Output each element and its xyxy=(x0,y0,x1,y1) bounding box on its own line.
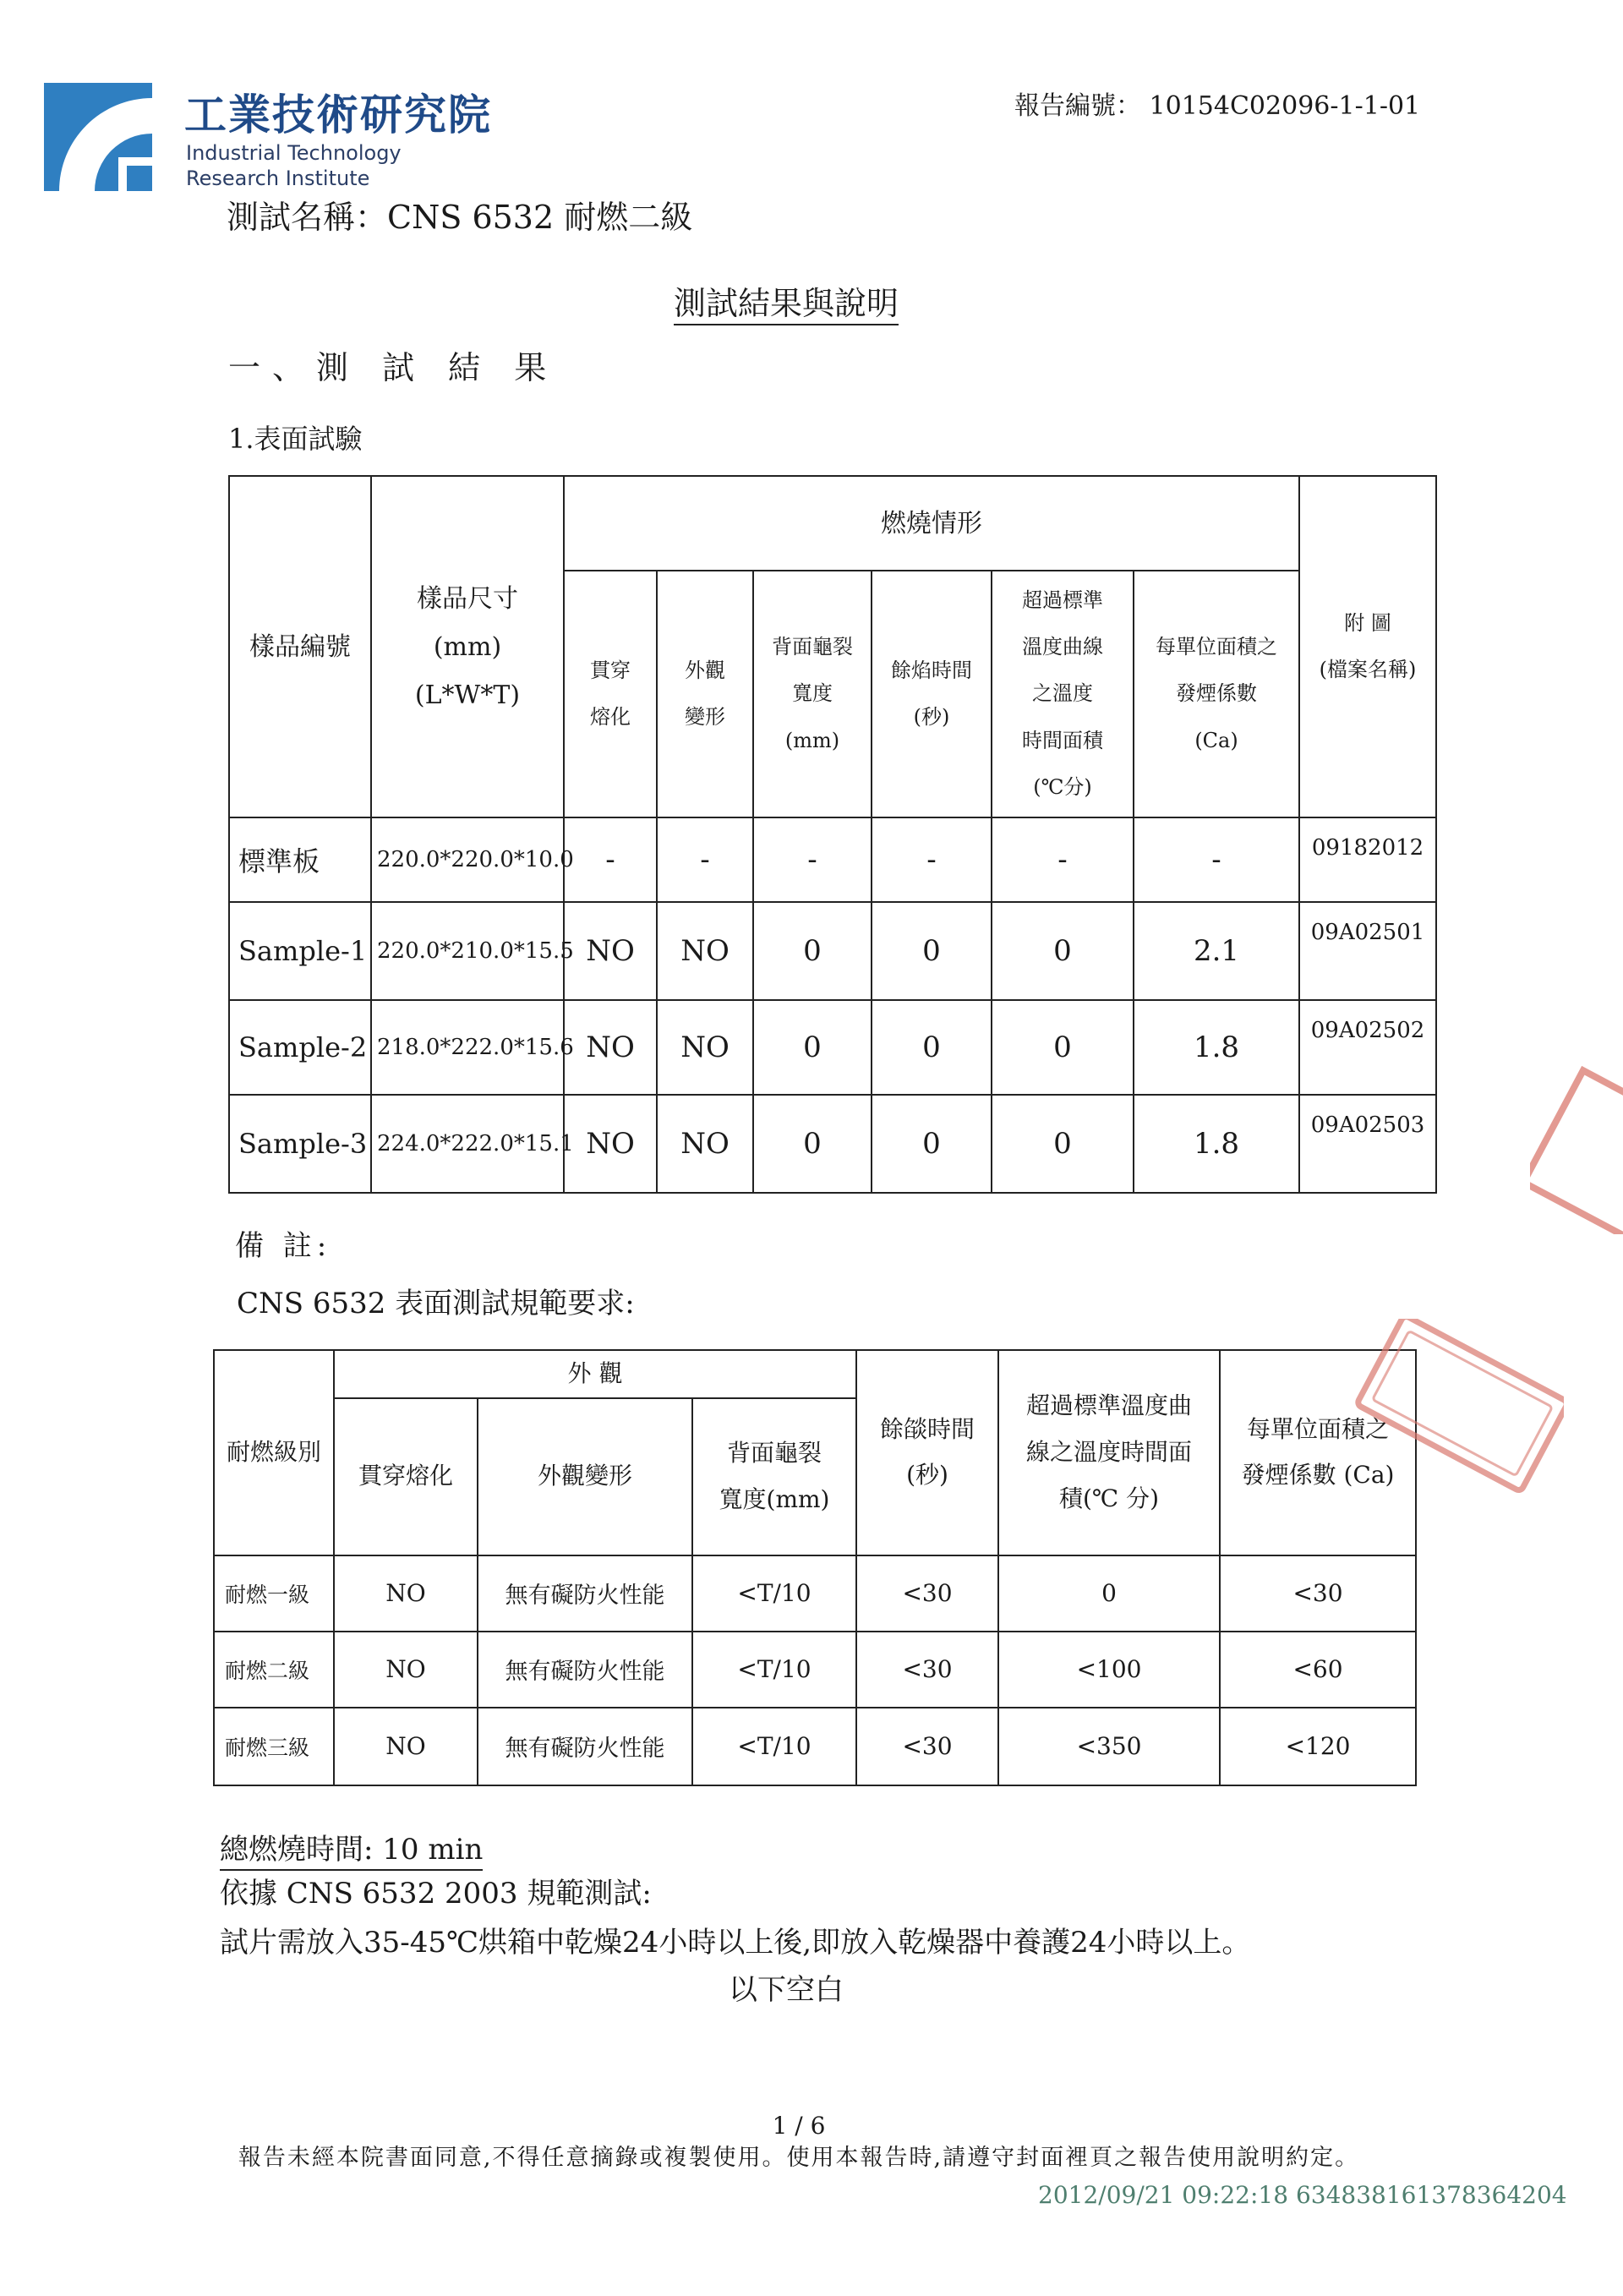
cell-melt: NO xyxy=(564,1095,657,1193)
report-number xyxy=(1014,85,1420,122)
table-row xyxy=(229,1000,1436,1095)
remark-label: 備 註: xyxy=(235,1229,332,1263)
blank-below: 以下空白 xyxy=(729,1973,844,2007)
surface-test-label: 1.表面試驗 xyxy=(228,423,363,455)
col-afterflame: 餘焰時間 (秒) xyxy=(872,571,992,817)
cell-melt: NO xyxy=(334,1708,478,1785)
cell-level: 耐燃一級 xyxy=(214,1555,334,1632)
cell-temp-area: 0 xyxy=(992,1000,1134,1095)
cell-figure: 09A02502 xyxy=(1299,1000,1436,1095)
cell-temp-area: 0 xyxy=(992,902,1134,1000)
section-title: 測試結果與說明 xyxy=(0,277,1572,324)
col-melt-through: 貫穿 熔化 xyxy=(564,571,657,817)
cell-afterflame: 0 xyxy=(872,1000,992,1095)
cell-smoke: <120 xyxy=(1220,1708,1416,1785)
report-number-label: 報告編號： xyxy=(1014,91,1141,121)
spec-title: CNS 6532 表面測試規範要求: xyxy=(237,1287,635,1320)
org-name-en-line2: Research Institute xyxy=(186,167,370,190)
test-name xyxy=(227,191,692,238)
table-row xyxy=(214,1632,1416,1708)
seal-stamp-icon xyxy=(1530,1065,1623,1234)
cell-sample-id: Sample-3 xyxy=(229,1095,371,1193)
cell-afterflame: - xyxy=(872,817,992,902)
print-timestamp: 2012/09/21 09:22:18 634838161378364204 xyxy=(1038,2181,1567,2209)
cell-temp-area: <350 xyxy=(998,1708,1220,1785)
cell-temp-area: 0 xyxy=(992,1095,1134,1193)
footer-notice: 報告未經本院書面同意,不得任意摘錄或複製使用。使用本報告時,請遵守封面裡頁之報告使用說明約定。 xyxy=(238,2145,1360,2171)
cell-deform: NO xyxy=(657,1000,753,1095)
cell-smoke: - xyxy=(1134,817,1299,902)
cell-sample-size: 220.0*220.0*10.0 xyxy=(371,817,564,902)
cell-smoke: 1.8 xyxy=(1134,1095,1299,1193)
total-burn-time: 總燃燒時間: 10 min xyxy=(220,1826,483,1871)
report-number-value: 10154C02096-1-1-01 xyxy=(1149,91,1421,121)
cell-figure: 09A02501 xyxy=(1299,902,1436,1000)
cell-afterflame: 0 xyxy=(872,1095,992,1193)
cell-melt: NO xyxy=(564,1000,657,1095)
results-heading: 一、測 試 結 果 xyxy=(228,349,559,386)
cell-deform: 無有礙防火性能 xyxy=(478,1708,692,1785)
table-row xyxy=(229,1095,1436,1193)
cell-smoke: 2.1 xyxy=(1134,902,1299,1000)
cell-deform: 無有礙防火性能 xyxy=(478,1555,692,1632)
cell-afterflame: 0 xyxy=(872,902,992,1000)
cell-temp-area: 0 xyxy=(998,1555,1220,1632)
cell-deform: - xyxy=(657,817,753,902)
col-sample-id: 樣品編號 xyxy=(229,476,371,817)
col-temp-area: 超過標準 溫度曲線 之溫度 時間面積 (℃分) xyxy=(992,571,1134,817)
org-name-en-line1: Industrial Technology xyxy=(186,141,402,165)
cell-melt: NO xyxy=(564,902,657,1000)
cell-crack: - xyxy=(753,817,872,902)
cell-sample-id: Sample-2 xyxy=(229,1000,371,1095)
cell-sample-id: Sample-1 xyxy=(229,902,371,1000)
org-name-zh: 工業技術研究院 xyxy=(184,90,492,139)
cell-sample-size: 218.0*222.0*15.6 xyxy=(371,1000,564,1095)
cell-sample-size: 220.0*210.0*15.5 xyxy=(371,902,564,1000)
col-figure: 附 圖 (檔案名稱) xyxy=(1299,476,1436,817)
specimen-note: 試片需放入35-45℃烘箱中乾燥24小時以上後,即放入乾燥器中養護24小時以上。 xyxy=(220,1926,1251,1960)
col-smoke: 每單位面積之 發煙係數 (Ca) xyxy=(1134,571,1299,817)
table-row xyxy=(229,902,1436,1000)
table-row xyxy=(214,1708,1416,1785)
group-burning: 燃燒情形 xyxy=(564,476,1299,571)
cell-afterflame: <30 xyxy=(856,1708,998,1785)
test-name-label: 測試名稱： xyxy=(227,199,388,236)
group-appearance: 外 觀 xyxy=(334,1350,856,1398)
cell-level: 耐燃三級 xyxy=(214,1708,334,1785)
table-row xyxy=(229,817,1436,902)
col-smoke: 每單位面積之 發煙係數 (Ca) xyxy=(1220,1350,1416,1555)
col-sample-size: 樣品尺寸 (mm) (L*W*T) xyxy=(371,476,564,817)
cell-crack: <T/10 xyxy=(692,1632,856,1708)
cell-temp-area: - xyxy=(992,817,1134,902)
cell-afterflame: <30 xyxy=(856,1632,998,1708)
cell-deform: NO xyxy=(657,902,753,1000)
cell-sample-size: 224.0*222.0*15.1 xyxy=(371,1095,564,1193)
per-standard: 依據 CNS 6532 2003 規範測試: xyxy=(220,1877,652,1911)
itri-logo-icon xyxy=(44,83,152,191)
cell-smoke: <60 xyxy=(1220,1632,1416,1708)
col-afterflame: 餘燄時間 (秒) xyxy=(856,1350,998,1555)
cell-crack: 0 xyxy=(753,902,872,1000)
cell-melt: NO xyxy=(334,1632,478,1708)
col-temp-area: 超過標準溫度曲 線之溫度時間面 積(℃ 分) xyxy=(998,1350,1220,1555)
cell-figure: 09A02503 xyxy=(1299,1095,1436,1193)
col-level: 耐燃級別 xyxy=(214,1350,334,1555)
cell-deform: 無有礙防火性能 xyxy=(478,1632,692,1708)
cell-melt: NO xyxy=(334,1555,478,1632)
table-row xyxy=(214,1555,1416,1632)
cell-smoke: 1.8 xyxy=(1134,1000,1299,1095)
cell-temp-area: <100 xyxy=(998,1632,1220,1708)
spec-table xyxy=(213,1349,1417,1786)
cell-smoke: <30 xyxy=(1220,1555,1416,1632)
cell-level: 耐燃二級 xyxy=(214,1632,334,1708)
col-deform: 外觀 變形 xyxy=(657,571,753,817)
cell-crack: 0 xyxy=(753,1095,872,1193)
cell-deform: NO xyxy=(657,1095,753,1193)
col-deform: 外觀變形 xyxy=(478,1398,692,1555)
org-name-en xyxy=(186,140,402,191)
cell-melt: - xyxy=(564,817,657,902)
seal-stamp-icon xyxy=(1352,1319,1564,1496)
cell-sample-id: 標準板 xyxy=(229,817,371,902)
cell-afterflame: <30 xyxy=(856,1555,998,1632)
page-number: 1 / 6 xyxy=(772,2112,826,2140)
cell-crack: 0 xyxy=(753,1000,872,1095)
cell-figure: 09182012 xyxy=(1299,817,1436,902)
test-name-value: CNS 6532 耐燃二級 xyxy=(387,199,693,236)
col-crack: 背面龜裂 寬度(mm) xyxy=(692,1398,856,1555)
cell-crack: <T/10 xyxy=(692,1708,856,1785)
results-table xyxy=(228,475,1437,1194)
cell-crack: <T/10 xyxy=(692,1555,856,1632)
col-crack-width: 背面龜裂 寬度 (mm) xyxy=(753,571,872,817)
col-melt-through: 貫穿熔化 xyxy=(334,1398,478,1555)
